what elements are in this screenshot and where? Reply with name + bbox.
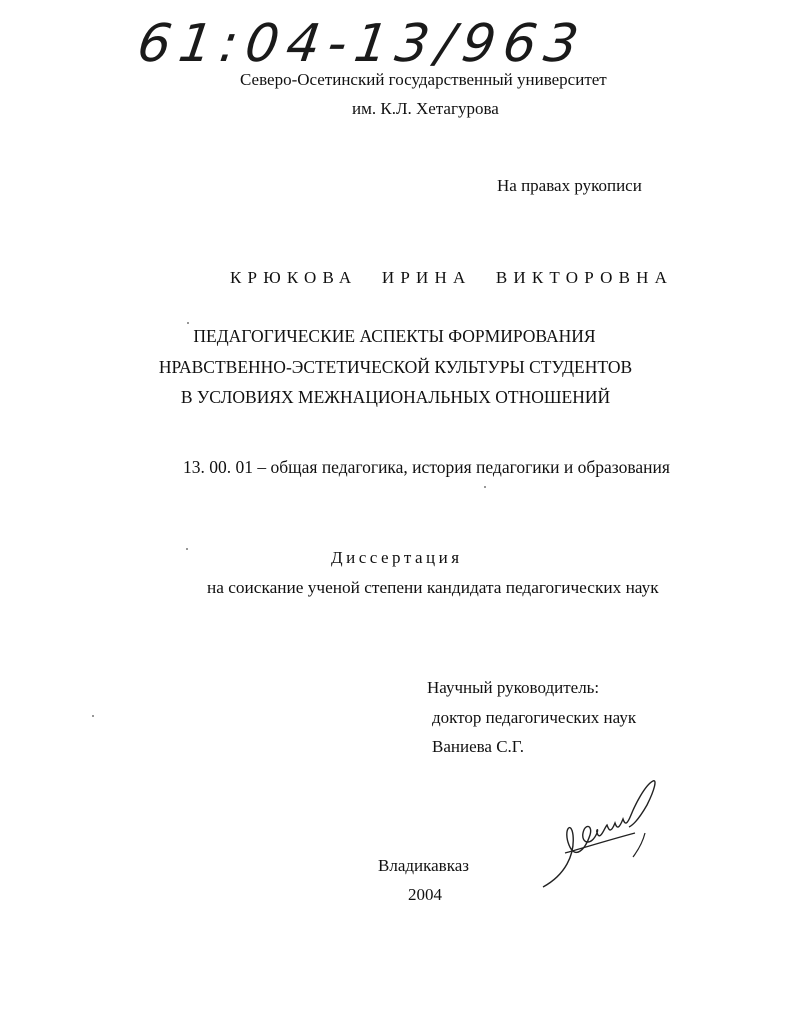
title-line-3: В УСЛОВИЯХ МЕЖНАЦИОНАЛЬНЫХ ОТНОШЕНИЙ [180, 387, 611, 407]
scan-speck [186, 548, 188, 550]
title-line-1: ПЕДАГОГИЧЕСКИЕ АСПЕКТЫ ФОРМИРОВАНИЯ [193, 326, 596, 346]
supervisor-label: Научный руководитель: [427, 678, 600, 697]
scan-speck [484, 486, 486, 488]
degree-sought: на соискание ученой степени кандидата педагогических наук [207, 578, 659, 597]
city: Владикавказ [378, 856, 469, 875]
title-line-2: НРАВСТВЕННО-ЭСТЕТИЧЕСКОЙ КУЛЬТУРЫ СТУДЕНТОВ [158, 357, 633, 377]
scan-speck [187, 322, 189, 324]
work-type: Диссертация [331, 548, 463, 567]
signature [535, 775, 665, 895]
scan-speck [92, 715, 94, 717]
university-name: Северо-Осетинский государственный университет [240, 70, 607, 89]
supervisor-name: Ваниева С.Г. [432, 737, 524, 756]
author-name: КРЮКОВА ИРИНА ВИКТОРОВНА [230, 268, 674, 287]
university-named-after: им. К.Л. Хетагурова [352, 99, 499, 118]
supervisor-degree: доктор педагогических наук [432, 708, 637, 727]
specialty: 13. 00. 01 – общая педагогика, история педагогики и образования [183, 457, 670, 477]
manuscript-rights: На правах рукописи [497, 176, 642, 195]
handwritten-archive-number: 61:04-13/963 [133, 14, 590, 74]
year: 2004 [408, 885, 442, 904]
